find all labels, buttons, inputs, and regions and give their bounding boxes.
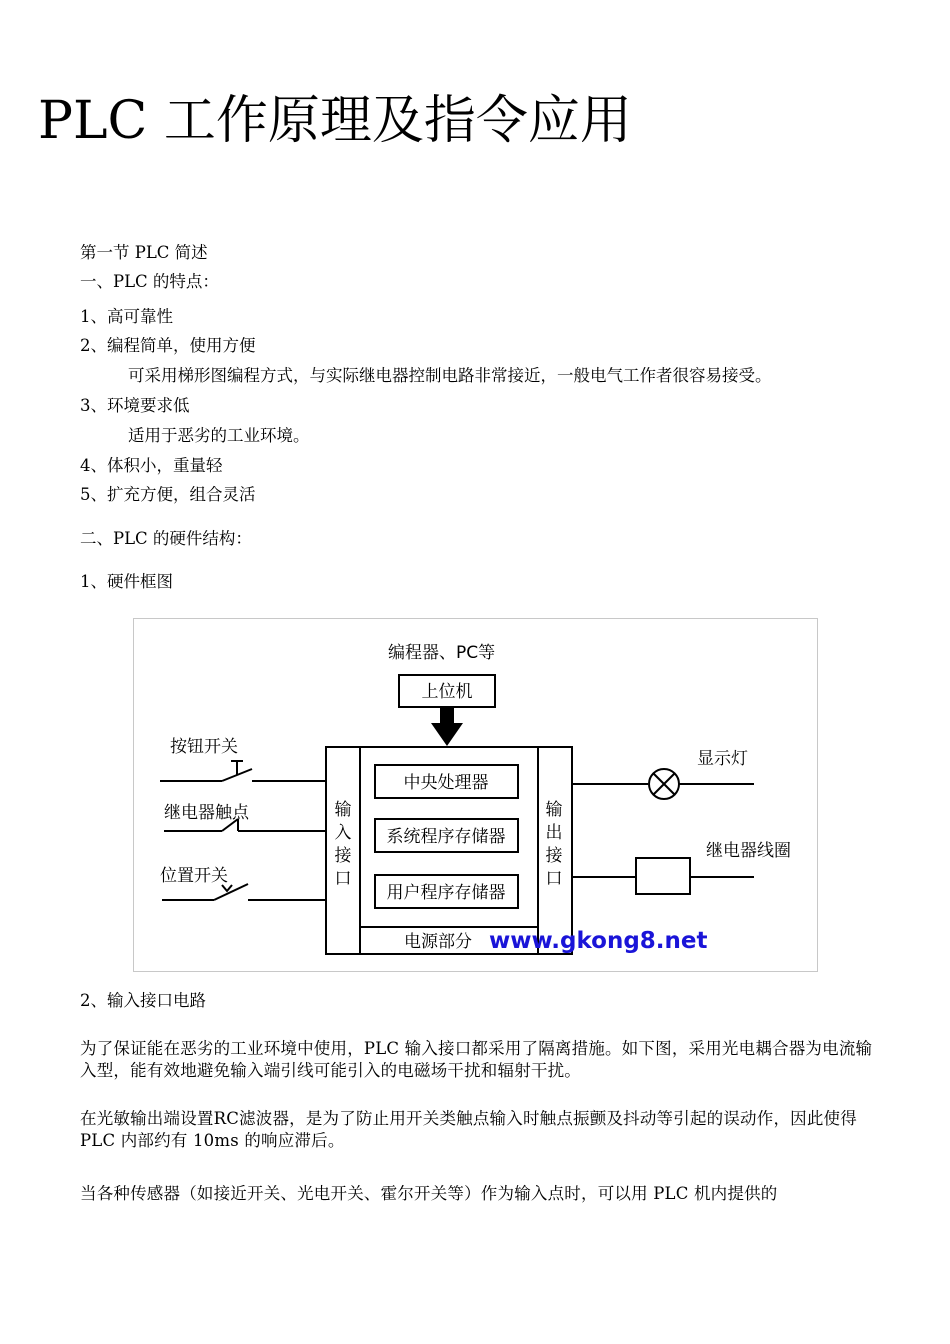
document-title: PLC 工作原理及指令应用 [38,91,632,151]
power-label: 电源部分 [404,932,472,952]
system-memory-label: 系统程序存储器 [386,827,506,847]
feature-item-2-detail: 可采用梯形图编程方式，与实际继电器控制电路非常接近，一般电气工作者很容易接受。 [128,366,772,385]
input-interface-char-4: 口 [334,869,352,889]
relay-coil-box [636,858,690,894]
hardware-heading: 二、PLC 的硬件结构： [80,529,252,548]
input-label-2: 继电器触点 [164,803,249,823]
paragraph-3: 当各种传感器（如接近开关、光电开关、霍尔开关等）作为输入点时，可以用 PLC 机内提供的 [80,1184,778,1203]
feature-item-3: 3、环境要求低 [80,396,190,415]
input-interface-char-1: 输 [334,800,352,820]
diagram-canvas [134,619,817,971]
output-interface-char-3: 接 [545,846,563,866]
hardware-block-diagram [133,618,818,972]
cpu-label: 中央处理器 [403,773,489,793]
paragraph-2: 在光敏输出端设置RC滤波器，是为了防止用开关类触点输入时触点振颤及抖动等引起的误动作，因此使得 PLC 内部约有 10ms 的响应滞后。 [80,1109,857,1150]
input-label-1: 按钮开关 [170,737,238,757]
features-heading: 一、PLC 的特点： [80,272,219,291]
output-interface-char-4: 口 [545,869,563,889]
feature-item-3-detail: 适用于恶劣的工业环境。 [128,426,310,445]
arrow-down-icon [431,707,463,746]
input-label-3: 位置开关 [160,866,228,886]
input-interface-char-2: 入 [334,823,352,843]
input-circuit-heading: 2、输入接口电路 [80,991,206,1010]
user-memory-label: 用户程序存储器 [386,883,506,903]
host-label: 上位机 [421,682,473,702]
input-interface-char-3: 接 [334,846,352,866]
programmer-label: 编程器、PC等 [388,643,496,663]
feature-item-5: 5、扩充方便，组合灵活 [80,485,256,504]
output-interface-char-1: 输 [545,800,563,820]
feature-item-4: 4、体积小，重量轻 [80,456,223,475]
watermark: www.gkong8.net [489,928,708,954]
output-interface-char-2: 出 [545,823,563,843]
feature-item-2: 2、编程简单，使用方便 [80,336,256,355]
output-label-2: 继电器线圈 [706,841,791,861]
paragraph-1: 为了保证能在恶劣的工业环境中使用，PLC 输入接口都采用了隔离措施。如下图，采用光电耦合器为电流输入型，能有效地避免输入端引线可能引入的电磁场干扰和辐射干扰。 [80,1039,873,1080]
feature-item-1: 1、高可靠性 [80,307,173,326]
output-label-1: 显示灯 [697,749,748,769]
block-diagram-heading: 1、硬件框图 [80,572,173,591]
section-heading: 第一节 PLC 简述 [80,243,208,262]
